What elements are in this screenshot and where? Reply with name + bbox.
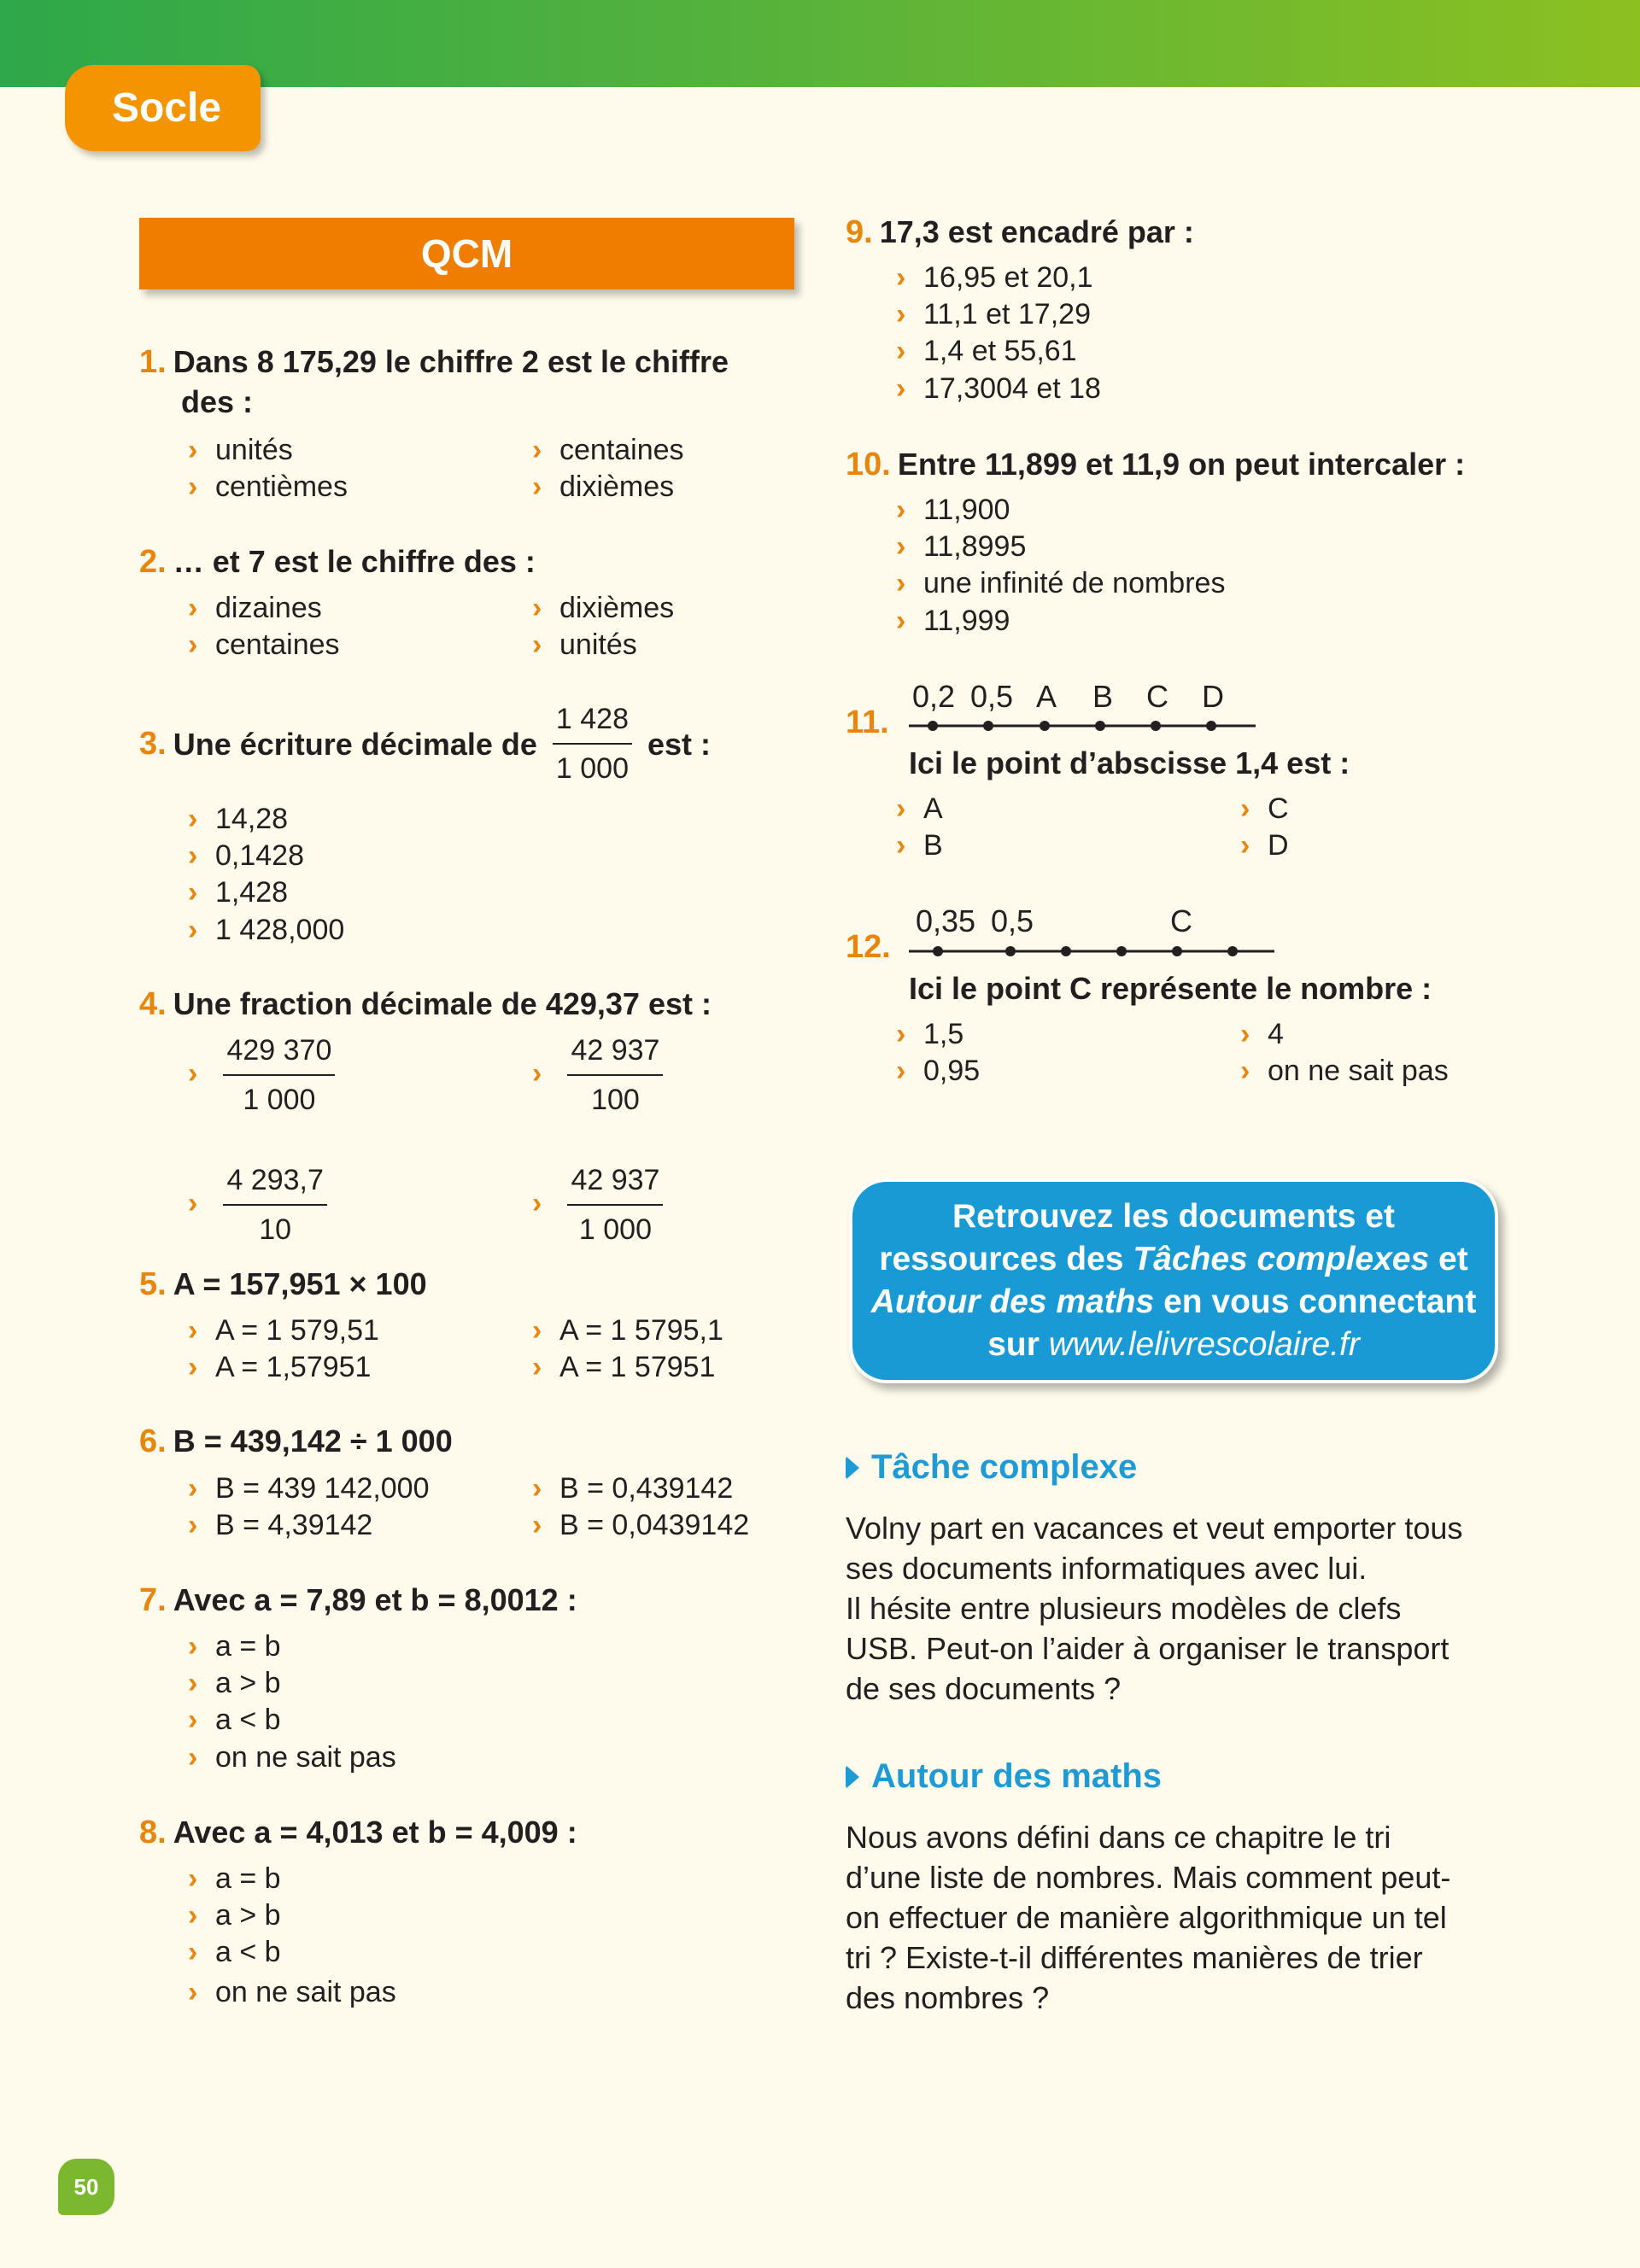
paragraph-line: de ses documents ? bbox=[846, 1671, 1122, 1706]
question-2 bbox=[139, 541, 536, 582]
question-1 bbox=[139, 342, 729, 383]
chevron-right-icon: › bbox=[188, 1976, 198, 2008]
chevron-right-icon: › bbox=[532, 1509, 542, 1541]
option-label: A = 1 579,51 bbox=[215, 1314, 379, 1347]
option[interactable] bbox=[188, 1665, 281, 1702]
option[interactable] bbox=[896, 791, 943, 827]
option-label: B = 0,0439142 bbox=[559, 1509, 750, 1541]
question-1-line2 bbox=[181, 382, 253, 422]
chevron-right-icon: › bbox=[896, 792, 906, 825]
question-text: Ici le point C représente le nombre : bbox=[909, 971, 1432, 1006]
option[interactable] bbox=[532, 1470, 733, 1507]
option[interactable] bbox=[896, 296, 1091, 333]
qcm-title: QCM bbox=[420, 231, 513, 276]
fraction-denominator: 1 000 bbox=[555, 752, 629, 785]
paragraph-line: ses documents informatiques avec lui. bbox=[846, 1551, 1368, 1586]
number-line-label: 0,2 bbox=[912, 679, 956, 714]
option-label: a = b bbox=[215, 1862, 281, 1895]
number-line-point bbox=[1227, 946, 1238, 956]
number-line-label: D bbox=[1202, 679, 1224, 714]
fraction-denominator: 1 000 bbox=[243, 1084, 316, 1116]
option[interactable] bbox=[188, 590, 322, 627]
option[interactable] bbox=[896, 371, 1101, 407]
question-text: … et 7 est le chiffre des : bbox=[173, 544, 536, 579]
option[interactable] bbox=[188, 432, 293, 469]
option-label: 11,900 bbox=[923, 494, 1010, 526]
option-label: unités bbox=[215, 434, 293, 466]
chevron-right-icon: › bbox=[1240, 1018, 1250, 1050]
question-text: Une écriture décimale de bbox=[173, 726, 537, 762]
chevron-right-icon: › bbox=[896, 494, 906, 526]
option-label: 4 bbox=[1268, 1018, 1284, 1050]
chevron-right-icon: › bbox=[188, 1899, 198, 1932]
option-label: on ne sait pas bbox=[215, 1741, 396, 1774]
chevron-right-icon: › bbox=[188, 839, 198, 872]
option-label: B = 4,39142 bbox=[215, 1509, 373, 1541]
question-number: 2. bbox=[139, 544, 167, 580]
chevron-right-icon: › bbox=[188, 592, 198, 624]
question-12 bbox=[909, 968, 1432, 1008]
socle-tab bbox=[65, 65, 261, 151]
question-number: 9. bbox=[846, 214, 873, 250]
number-line-label: 0,5 bbox=[970, 679, 1014, 714]
paragraph-line: USB. Peut-on l’aider à organiser le transport bbox=[846, 1631, 1450, 1666]
option[interactable] bbox=[896, 827, 943, 864]
number-line-point bbox=[1151, 721, 1161, 731]
number-line-point bbox=[1061, 946, 1071, 956]
option-label: centaines bbox=[215, 628, 340, 661]
question-text: A = 157,951 × 100 bbox=[173, 1266, 427, 1301]
number-line-label: 0,35 bbox=[916, 903, 976, 938]
number-line-point bbox=[933, 946, 943, 956]
option-label: 11,999 bbox=[923, 605, 1010, 637]
chevron-right-icon: › bbox=[1240, 1055, 1250, 1087]
info-text: et bbox=[1429, 1241, 1468, 1277]
paragraph-line: des nombres ? bbox=[846, 1980, 1050, 2015]
chevron-right-icon: › bbox=[896, 605, 906, 637]
option-label: une infinité de nombres bbox=[923, 567, 1226, 599]
question-10 bbox=[846, 444, 1465, 485]
autour-des-maths-heading bbox=[846, 1757, 1162, 1796]
question-number: 6. bbox=[139, 1423, 167, 1459]
question-text: 17,3 est encadré par : bbox=[879, 214, 1194, 249]
option-label: on ne sait pas bbox=[215, 1976, 396, 2008]
option-label: B = 439 142,000 bbox=[215, 1472, 430, 1505]
option-label: 0,95 bbox=[923, 1055, 981, 1087]
option-label: 14,28 bbox=[215, 803, 289, 835]
fraction-denominator: 100 bbox=[591, 1084, 640, 1116]
option[interactable] bbox=[896, 492, 1010, 529]
option[interactable] bbox=[188, 1702, 281, 1739]
option-label: a > b bbox=[215, 1899, 281, 1932]
chevron-right-icon: › bbox=[188, 628, 198, 661]
option[interactable] bbox=[896, 1053, 980, 1090]
option[interactable] bbox=[188, 912, 344, 949]
option[interactable] bbox=[188, 1861, 281, 1897]
question-3 bbox=[139, 702, 711, 786]
option-label: unités bbox=[559, 628, 637, 661]
chevron-right-icon: › bbox=[896, 335, 906, 367]
option-label: B bbox=[923, 829, 943, 862]
option-label: A = 1 5795,1 bbox=[559, 1314, 723, 1347]
triangle-marker-icon bbox=[846, 1765, 859, 1789]
option[interactable] bbox=[1240, 1053, 1449, 1090]
chevron-right-icon: › bbox=[532, 1056, 542, 1090]
info-line-2 bbox=[852, 1238, 1495, 1281]
chevron-right-icon: › bbox=[532, 628, 542, 661]
question-text: Ici le point d’abscisse 1,4 est : bbox=[909, 745, 1350, 780]
chevron-right-icon: › bbox=[896, 567, 906, 599]
option-label: a < b bbox=[215, 1936, 281, 1968]
option[interactable] bbox=[188, 1349, 371, 1386]
question-text: Dans 8 175,29 le chiffre 2 est le chiffre bbox=[173, 344, 729, 379]
option[interactable] bbox=[188, 1163, 327, 1247]
chevron-right-icon: › bbox=[896, 298, 906, 330]
fraction bbox=[223, 1163, 326, 1247]
option[interactable] bbox=[532, 1163, 663, 1247]
option[interactable] bbox=[532, 1033, 663, 1117]
number-line-11 bbox=[905, 717, 1264, 734]
option-label: D bbox=[1268, 829, 1289, 862]
info-text: Retrouvez les documents et bbox=[952, 1198, 1395, 1235]
chevron-right-icon: › bbox=[188, 1472, 198, 1505]
section-title: Tâche complexe bbox=[871, 1448, 1138, 1486]
paragraph-line: Nous avons défini dans ce chapitre le tri bbox=[846, 1820, 1391, 1855]
question-number: 4. bbox=[139, 986, 167, 1022]
question-number: 1. bbox=[139, 344, 167, 380]
number-line-label: C bbox=[1170, 903, 1192, 938]
option-label: centaines bbox=[559, 434, 684, 466]
number-line-point bbox=[1206, 721, 1216, 731]
number-line-label: C bbox=[1146, 679, 1168, 714]
chevron-right-icon: › bbox=[188, 1667, 198, 1699]
paragraph-line: on effectuer de manière algorithmique un tel bbox=[846, 1900, 1447, 1935]
socle-label: Socle bbox=[112, 85, 222, 131]
option-label: 1,4 et 55,61 bbox=[923, 335, 1077, 367]
chevron-right-icon: › bbox=[188, 471, 198, 503]
chevron-right-icon: › bbox=[896, 530, 906, 563]
question-7 bbox=[139, 1580, 577, 1621]
option-label: 1 428,000 bbox=[215, 914, 345, 946]
fraction-numerator: 4 293,7 bbox=[223, 1163, 326, 1206]
option[interactable] bbox=[188, 1934, 281, 1971]
option-label: a = b bbox=[215, 1630, 281, 1663]
option[interactable] bbox=[532, 590, 674, 627]
question-9 bbox=[846, 212, 1194, 253]
chevron-right-icon: › bbox=[188, 1056, 198, 1090]
number-line-point bbox=[1005, 946, 1016, 956]
chevron-right-icon: › bbox=[1240, 792, 1250, 825]
option[interactable] bbox=[188, 1470, 430, 1507]
option-label: 1,5 bbox=[923, 1018, 964, 1050]
option[interactable] bbox=[532, 1349, 715, 1386]
option-label: a < b bbox=[215, 1704, 281, 1736]
autour-des-maths-text bbox=[846, 1817, 1520, 2018]
number-line-label: A bbox=[1036, 679, 1057, 714]
number-line-point bbox=[1040, 721, 1050, 731]
chevron-right-icon: › bbox=[896, 1055, 906, 1087]
option-label: dixièmes bbox=[559, 471, 675, 503]
option[interactable] bbox=[188, 1312, 379, 1349]
option-label: C bbox=[1268, 792, 1289, 825]
option-label: dixièmes bbox=[559, 592, 675, 624]
page-number bbox=[58, 2159, 114, 2215]
option[interactable] bbox=[188, 1739, 396, 1776]
option-label: B = 0,439142 bbox=[559, 1472, 734, 1505]
question-4 bbox=[139, 984, 712, 1025]
chevron-right-icon: › bbox=[532, 471, 542, 503]
section-title: Autour des maths bbox=[871, 1757, 1163, 1795]
question-text: Avec a = 4,013 et b = 4,009 : bbox=[173, 1815, 577, 1850]
fraction-numerator: 1 428 bbox=[553, 702, 632, 745]
option-label: 17,3004 et 18 bbox=[923, 372, 1101, 405]
page-number-text: 50 bbox=[73, 2173, 99, 2200]
option-label: 0,1428 bbox=[215, 839, 304, 872]
question-11 bbox=[909, 743, 1350, 783]
option-label: a > b bbox=[215, 1667, 281, 1699]
chevron-right-icon: › bbox=[188, 803, 198, 835]
question-number: 12. bbox=[846, 929, 891, 965]
number-line-point bbox=[1116, 946, 1127, 956]
option[interactable] bbox=[1240, 827, 1289, 864]
triangle-marker-icon bbox=[846, 1456, 859, 1480]
number-line-label: 0,5 bbox=[991, 903, 1034, 938]
number-line-label: B bbox=[1092, 679, 1114, 714]
question-number: 11. bbox=[846, 704, 889, 740]
resources-info-box[interactable] bbox=[849, 1178, 1498, 1383]
question-number: 7. bbox=[139, 1582, 167, 1618]
chevron-right-icon: › bbox=[188, 434, 198, 466]
number-line-point bbox=[928, 721, 938, 731]
info-text: ressources des bbox=[879, 1241, 1133, 1277]
option[interactable] bbox=[896, 565, 1225, 602]
info-text-italic: Autour des maths bbox=[870, 1283, 1155, 1320]
fraction-denominator: 10 bbox=[259, 1213, 292, 1246]
tache-complexe-heading bbox=[846, 1448, 1137, 1487]
paragraph-line: tri ? Existe-t-il différentes manières de trier bbox=[846, 1940, 1423, 1975]
chevron-right-icon: › bbox=[188, 1862, 198, 1895]
chevron-right-icon: › bbox=[188, 1704, 198, 1736]
option[interactable] bbox=[896, 603, 1010, 640]
option-label: A = 1,57951 bbox=[215, 1351, 372, 1383]
chevron-right-icon: › bbox=[188, 914, 198, 946]
qcm-banner bbox=[139, 218, 794, 289]
chevron-right-icon: › bbox=[188, 1314, 198, 1347]
question-number: 8. bbox=[139, 1815, 167, 1850]
option[interactable] bbox=[532, 432, 684, 469]
number-line-point bbox=[1172, 946, 1182, 956]
question-text: Avec a = 7,89 et b = 8,0012 : bbox=[173, 1582, 577, 1617]
option[interactable] bbox=[188, 838, 304, 874]
option[interactable] bbox=[188, 469, 348, 506]
chevron-right-icon: › bbox=[188, 1741, 198, 1774]
option[interactable] bbox=[896, 1016, 964, 1053]
fraction-numerator: 42 937 bbox=[567, 1033, 663, 1076]
paragraph-line: Il hésite entre plusieurs modèles de clefs bbox=[846, 1591, 1402, 1626]
option-label: 16,95 et 20,1 bbox=[923, 261, 1093, 294]
option[interactable] bbox=[1240, 791, 1289, 827]
question-text: B = 439,142 ÷ 1 000 bbox=[173, 1423, 453, 1458]
option[interactable] bbox=[532, 627, 637, 663]
option-label: 11,8995 bbox=[923, 530, 1027, 563]
option[interactable] bbox=[532, 1507, 749, 1544]
number-line-point bbox=[983, 721, 993, 731]
option[interactable] bbox=[532, 1312, 723, 1349]
info-line-1 bbox=[852, 1195, 1495, 1238]
option[interactable] bbox=[188, 801, 288, 838]
option-label: A bbox=[923, 792, 943, 825]
chevron-right-icon: › bbox=[188, 1186, 198, 1219]
fraction-numerator: 429 370 bbox=[223, 1033, 335, 1076]
website-link[interactable]: www.lelivrescolaire.fr bbox=[1048, 1326, 1360, 1363]
option[interactable] bbox=[188, 874, 288, 911]
option[interactable] bbox=[188, 627, 340, 663]
option-label: on ne sait pas bbox=[1268, 1055, 1449, 1087]
info-line-3 bbox=[852, 1281, 1495, 1324]
chevron-right-icon: › bbox=[1240, 829, 1250, 862]
question-11-number bbox=[846, 702, 896, 743]
option[interactable] bbox=[896, 529, 1026, 565]
option-label: 11,1 et 17,29 bbox=[923, 298, 1091, 330]
option[interactable] bbox=[188, 1033, 335, 1117]
fraction bbox=[567, 1033, 663, 1117]
paragraph-line: Volny part en vacances et veut emporter tous bbox=[846, 1511, 1463, 1546]
chevron-right-icon: › bbox=[532, 1314, 542, 1347]
tache-complexe-text bbox=[846, 1508, 1520, 1709]
chevron-right-icon: › bbox=[188, 1936, 198, 1968]
question-text: des : bbox=[181, 384, 254, 419]
chevron-right-icon: › bbox=[896, 372, 906, 405]
info-line-4 bbox=[852, 1324, 1495, 1366]
fraction-numerator: 42 937 bbox=[567, 1163, 663, 1206]
chevron-right-icon: › bbox=[188, 1351, 198, 1383]
option-label: dizaines bbox=[215, 592, 322, 624]
number-line-point bbox=[1095, 721, 1105, 731]
option-label: 1,428 bbox=[215, 876, 289, 909]
question-number: 3. bbox=[139, 725, 167, 762]
chevron-right-icon: › bbox=[532, 1186, 542, 1219]
question-text: Une fraction décimale de 429,37 est : bbox=[173, 986, 712, 1021]
fraction bbox=[567, 1163, 663, 1247]
option-label: centièmes bbox=[215, 471, 348, 503]
question-8 bbox=[139, 1812, 577, 1853]
option[interactable] bbox=[188, 1974, 396, 2011]
chevron-right-icon: › bbox=[896, 261, 906, 294]
option-label: A = 1 57951 bbox=[559, 1351, 716, 1383]
chevron-right-icon: › bbox=[896, 1018, 906, 1050]
question-text: Entre 11,899 et 11,9 on peut intercaler : bbox=[897, 447, 1466, 482]
info-text: en vous connectant bbox=[1154, 1283, 1477, 1320]
fraction bbox=[223, 1033, 335, 1117]
chevron-right-icon: › bbox=[188, 1630, 198, 1663]
option[interactable] bbox=[188, 1507, 372, 1544]
question-number: 5. bbox=[139, 1266, 167, 1302]
question-5 bbox=[139, 1264, 427, 1305]
number-line-12 bbox=[905, 943, 1281, 960]
option[interactable] bbox=[532, 469, 674, 506]
fraction-denominator: 1 000 bbox=[578, 1213, 652, 1246]
fraction bbox=[553, 702, 632, 786]
info-text: sur bbox=[987, 1326, 1049, 1363]
chevron-right-icon: › bbox=[532, 434, 542, 466]
question-6 bbox=[139, 1421, 453, 1462]
chevron-right-icon: › bbox=[532, 1351, 542, 1383]
option[interactable] bbox=[188, 1628, 281, 1665]
info-text-italic: Tâches complexes bbox=[1133, 1241, 1430, 1277]
option[interactable] bbox=[188, 1897, 281, 1934]
chevron-right-icon: › bbox=[896, 829, 906, 862]
paragraph-line: d’une liste de nombres. Mais comment peut- bbox=[846, 1860, 1451, 1895]
option[interactable] bbox=[896, 333, 1077, 370]
chevron-right-icon: › bbox=[532, 592, 542, 624]
chevron-right-icon: › bbox=[188, 1509, 198, 1541]
question-number: 10. bbox=[846, 447, 891, 482]
option[interactable] bbox=[896, 260, 1093, 296]
chevron-right-icon: › bbox=[188, 876, 198, 909]
question-12-number bbox=[846, 926, 898, 967]
question-text: est : bbox=[647, 726, 712, 762]
option[interactable] bbox=[1240, 1016, 1284, 1053]
chevron-right-icon: › bbox=[532, 1472, 542, 1505]
